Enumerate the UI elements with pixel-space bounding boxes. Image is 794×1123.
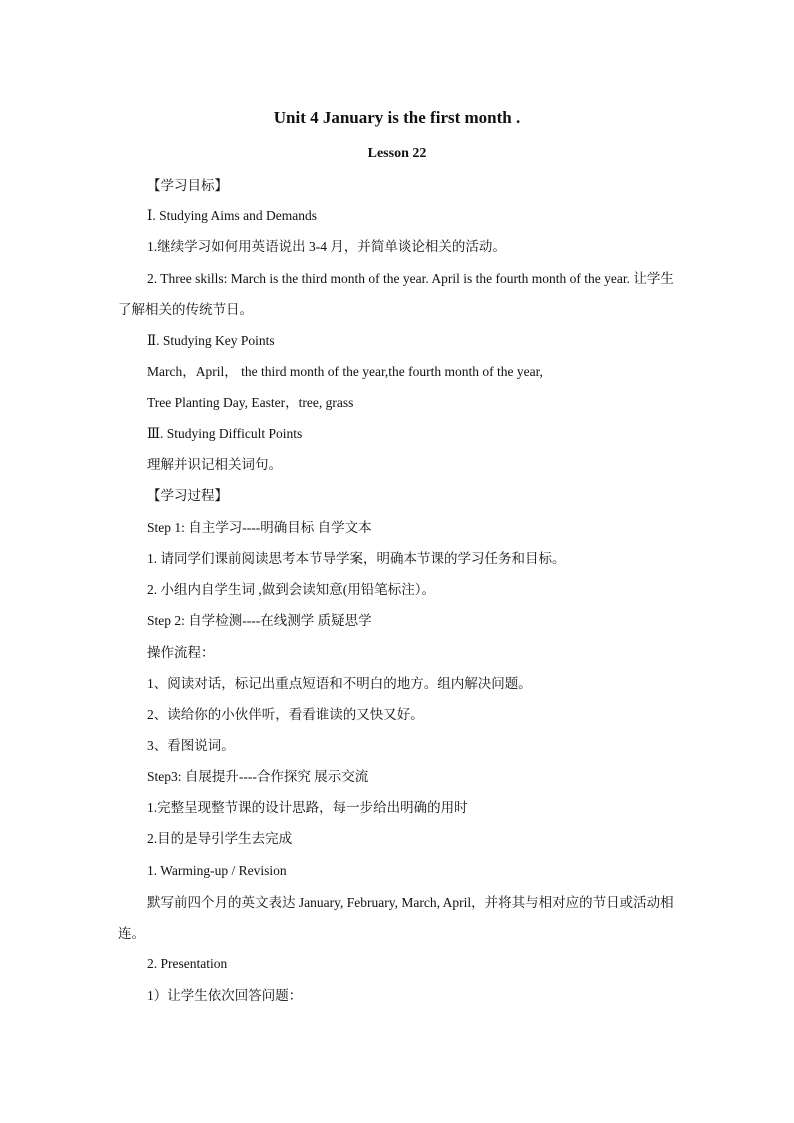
- aims-heading: Ⅰ. Studying Aims and Demands: [147, 208, 317, 223]
- procedure-item-3: 3、看图说词。: [147, 738, 235, 753]
- aim-item-1: 1.继续学习如何用英语说出 3-4 月，并简单谈论相关的活动。: [147, 239, 506, 254]
- step-2-heading: Step 2: 自学检测----在线测学 质疑思学: [147, 613, 372, 628]
- warming-up-task: 默写前四个月的英文表达 January, February, March, April，并将其与相对应的节日或活动相连。: [118, 895, 674, 941]
- presentation-item-1: 1）让学生依次回答问题：: [147, 988, 303, 1003]
- process-heading: 【学习过程】: [147, 488, 228, 503]
- procedure-heading: 操作流程：: [147, 645, 215, 660]
- step-1-item-2: 2. 小组内自学生词 ,做到会读知意(用铅笔标注）。: [147, 582, 435, 597]
- difficult-points-line: 理解并识记相关词句。: [147, 457, 282, 472]
- warming-up-heading: 1. Warming-up / Revision: [147, 863, 287, 878]
- difficult-points-heading: Ⅲ. Studying Difficult Points: [147, 426, 303, 441]
- step-3-item-1: 1.完整呈现整节课的设计思路，每一步给出明确的用时: [147, 800, 468, 815]
- procedure-item-1: 1、阅读对话，标记出重点短语和不明白的地方。组内解决问题。: [147, 676, 532, 691]
- lesson-subtitle: Lesson 22: [367, 146, 427, 161]
- procedure-item-2: 2、读给你的小伙伴听，看看谁读的又快又好。: [147, 707, 424, 722]
- step-1-item-1: 1. 请同学们课前阅读思考本节导学案，明确本节课的学习任务和目标。: [147, 551, 566, 566]
- aim-item-2: 2. Three skills: March is the third month of the year. April is the fourth month of the year. 让学生了解相关的传统节日。: [118, 271, 674, 317]
- document-title: Unit 4 January is the first month .: [273, 108, 521, 127]
- key-points-heading: Ⅱ. Studying Key Points: [147, 333, 275, 348]
- objectives-heading: 【学习目标】: [147, 178, 228, 193]
- key-points-line-1: March，April， the third month of the year,the fourth month of the year,: [147, 364, 543, 379]
- step-1-heading: Step 1: 自主学习----明确目标 自学文本: [147, 520, 372, 535]
- presentation-heading: 2. Presentation: [147, 956, 228, 971]
- step-3-item-2: 2.目的是导引学生去完成: [147, 831, 293, 846]
- key-points-line-2: Tree Planting Day, Easter，tree, grass: [147, 395, 354, 410]
- step-3-heading: Step3: 自展提升----合作探究 展示交流: [147, 769, 369, 784]
